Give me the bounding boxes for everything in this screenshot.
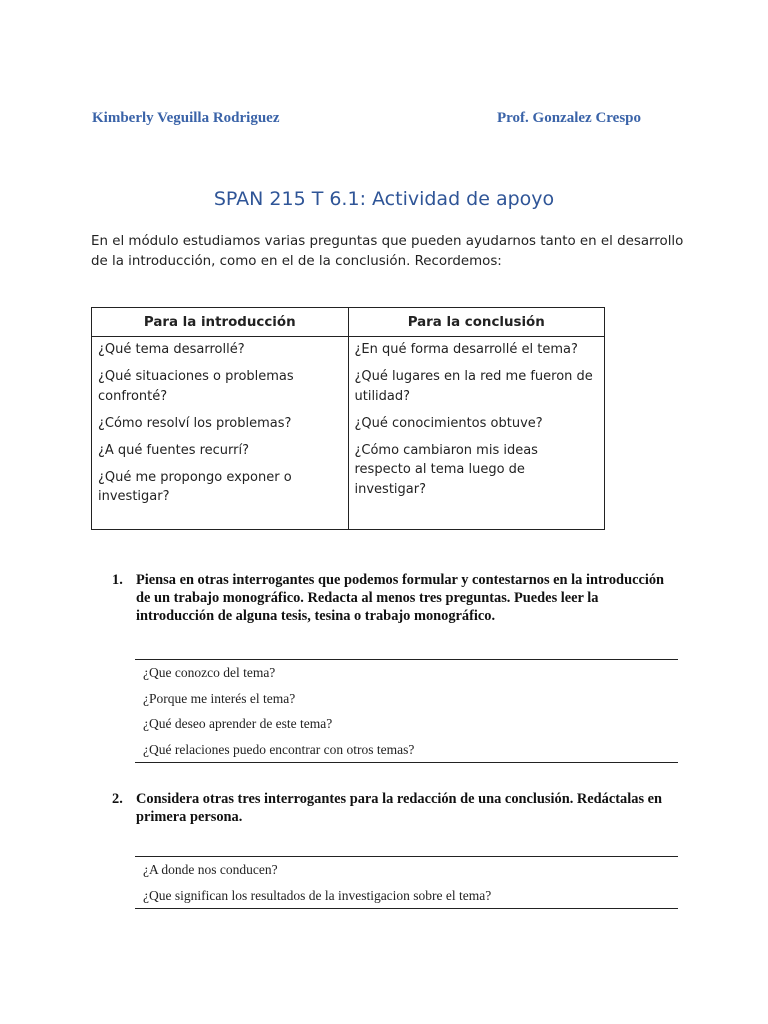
intro-paragraph: En el módulo estudiamos varias preguntas que pueden ayudarnos tanto en el desarrollo de la introducción, como en el de la conclusión. Recordemos: bbox=[91, 234, 684, 269]
list-item: ¿En qué forma desarrollé el tema? bbox=[354, 342, 578, 357]
list-item: ¿Qué lugares en la red me fueron de utilidad? bbox=[354, 369, 593, 404]
list-item: ¿Qué tema desarrollé? bbox=[98, 342, 245, 357]
list-item: ¿Qué me propongo exponer o investigar? bbox=[98, 469, 292, 504]
question-text: Piensa en otras interrogantes que podemos formular y contestarnos en la introducción de un trabajo monográfico. Redacta al menos tres preguntas. Puedes leer la introducción de alguna tesis, tesina o trabajo monográfico. bbox=[136, 572, 665, 624]
answer-line: ¿Que conozco del tema? bbox=[143, 665, 276, 680]
list-item: ¿Cómo cambiaron mis ideas respecto al tema luego de investigar? bbox=[354, 442, 538, 497]
answer-line: ¿A donde nos conducen? bbox=[143, 862, 278, 877]
answer-line: ¿Qué relaciones puedo encontrar con otros temas? bbox=[143, 741, 415, 757]
question-number: 2. bbox=[112, 791, 123, 807]
answer-line: ¿Qué deseo aprender de este tema? bbox=[143, 716, 333, 731]
questions-table bbox=[91, 307, 605, 530]
question-number: 1. bbox=[112, 572, 123, 588]
table-header-introduction: Para la introducción bbox=[92, 308, 349, 337]
list-item: ¿A qué fuentes recurrí? bbox=[98, 442, 250, 458]
conclusion-questions-cell bbox=[348, 337, 605, 530]
question-text: Considera otras tres interrogantes para la redacción de una conclusión. Redáctalas en primera persona. bbox=[136, 791, 663, 825]
table-header-conclusion: Para la conclusión bbox=[348, 308, 605, 337]
introduction-questions-cell bbox=[92, 337, 349, 530]
answer-line: ¿Porque me interés el tema? bbox=[143, 690, 296, 706]
list-item: ¿Cómo resolví los problemas? bbox=[98, 415, 292, 431]
list-item: ¿Qué conocimientos obtuve? bbox=[354, 415, 543, 431]
professor-name: Prof. Gonzalez Crespo bbox=[497, 110, 642, 126]
answer-box-1 bbox=[135, 659, 678, 763]
answer-box-2 bbox=[135, 856, 678, 909]
list-item: ¿Qué situaciones o problemas confronté? bbox=[98, 369, 294, 404]
student-name: Kimberly Veguilla Rodriguez bbox=[92, 110, 280, 126]
page-title: SPAN 215 T 6.1: Actividad de apoyo bbox=[213, 188, 555, 210]
answer-line: ¿Que significan los resultados de la investigacion sobre el tema? bbox=[143, 887, 492, 903]
